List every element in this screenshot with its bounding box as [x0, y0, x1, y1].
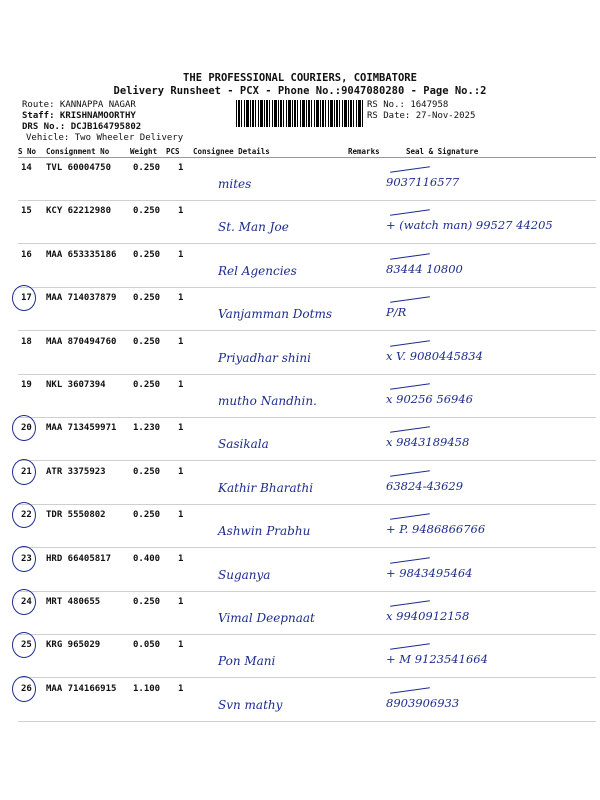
table-row [18, 289, 596, 331]
handwritten-consignee: Vanjamman Dotms [218, 307, 332, 322]
row-weight: 0.050 [133, 640, 161, 651]
col-weight: Weight [130, 147, 158, 156]
handwritten-remarks: + (watch man) 99527 44205 [386, 218, 553, 233]
signature-stroke [390, 296, 430, 303]
col-sno: S No [18, 147, 37, 156]
handwritten-consignee: Svn mathy [218, 697, 283, 712]
signature-stroke [390, 470, 430, 477]
signature-stroke [390, 600, 430, 607]
table-row [18, 593, 596, 635]
signature-stroke [390, 557, 430, 564]
col-pcs: PCS [166, 147, 180, 156]
signature-stroke [390, 383, 430, 390]
row-pcs: 1 [178, 553, 184, 564]
row-consignment: MAA 714166915 [46, 683, 117, 694]
row-sno: 17 [21, 293, 32, 304]
handwritten-consignee: Rel Agencies [218, 263, 297, 278]
circle-mark [12, 632, 36, 658]
row-pcs: 1 [178, 336, 184, 347]
handwritten-remarks: 9037116577 [386, 175, 460, 189]
drs-label: DRS No.: DCJB164795802 [22, 122, 142, 132]
row-weight: 0.250 [133, 206, 161, 217]
row-pcs: 1 [178, 249, 184, 260]
table-row [18, 246, 596, 288]
row-consignment: MAA 713459971 [46, 423, 117, 434]
handwritten-remarks: 83444 10800 [386, 261, 463, 276]
row-weight: 1.230 [133, 423, 161, 434]
row-pcs: 1 [178, 640, 184, 651]
handwritten-remarks: x 90256 56946 [386, 392, 473, 406]
row-sno: 19 [21, 380, 32, 390]
col-remarks: Remarks [348, 147, 380, 156]
row-weight: 0.400 [133, 553, 161, 564]
table-row [18, 159, 596, 201]
signature-stroke [390, 166, 430, 173]
col-seal: Seal & Signature [406, 147, 479, 156]
row-sno: 22 [21, 510, 32, 521]
signature-stroke [390, 253, 430, 260]
handwritten-consignee: Pon Mani [218, 654, 276, 669]
handwritten-consignee: Kathir Bharathi [218, 480, 314, 495]
company-title: THE PROFESSIONAL COURIERS, COIMBATORE [183, 72, 417, 84]
handwritten-remarks: + 9843495464 [386, 565, 473, 580]
row-weight: 0.250 [133, 163, 161, 173]
row-consignment: NKL 3607394 [46, 380, 106, 390]
handwritten-remarks: x 9843189458 [386, 435, 470, 450]
row-consignment: ATR 3375923 [46, 466, 106, 477]
handwritten-consignee: Suganya [218, 567, 271, 582]
row-consignment: MAA 714037879 [46, 293, 117, 304]
row-pcs: 1 [178, 423, 184, 434]
row-consignment: MAA 870494760 [46, 336, 117, 347]
table-row [18, 550, 596, 592]
handwritten-remarks: 8903906933 [386, 695, 460, 710]
row-weight: 0.250 [133, 249, 161, 260]
handwritten-consignee: Ashwin Prabhu [218, 524, 311, 539]
row-weight: 0.250 [133, 293, 161, 304]
row-sno: 23 [21, 553, 32, 564]
row-weight: 0.250 [133, 597, 161, 607]
row-consignment: TVL 60004750 [46, 163, 112, 173]
row-weight: 1.100 [133, 683, 161, 694]
row-consignment: MRT 480655 [46, 597, 101, 607]
table-row [18, 376, 596, 418]
row-pcs: 1 [178, 466, 184, 477]
staff-label: Staff: KRISHNAMOORTHY [22, 111, 136, 121]
row-pcs: 1 [178, 163, 184, 173]
table-row [18, 419, 596, 461]
signature-stroke [390, 687, 430, 694]
signature-stroke [390, 340, 430, 347]
rs-number: RS No.: 1647958 [367, 100, 449, 110]
handwritten-remarks: x V. 9080445834 [386, 348, 483, 363]
rs-date: RS Date: 27-Nov-2025 [367, 111, 476, 121]
row-sno: 24 [21, 597, 32, 607]
vehicle-label: Vehicle: Two Wheeler Delivery [26, 133, 184, 143]
runsheet-title: Delivery Runsheet - PCX - Phone No.:9047080280 - Page No.:2 [113, 85, 487, 97]
col-consignment: Consignment No [46, 147, 110, 156]
signature-stroke [390, 210, 430, 217]
row-pcs: 1 [178, 597, 184, 607]
circle-mark [12, 502, 36, 528]
row-consignment: TDR 5550802 [46, 510, 106, 521]
signature-stroke [390, 427, 430, 434]
circle-mark [12, 546, 36, 572]
handwritten-remarks: P/R [386, 305, 407, 320]
row-sno: 25 [21, 640, 32, 651]
row-pcs: 1 [178, 206, 184, 217]
barcode-image [236, 100, 363, 127]
row-sno: 26 [21, 683, 32, 694]
row-weight: 0.250 [133, 510, 161, 521]
route-label: Route: KANNAPPA NAGAR [22, 100, 136, 110]
row-weight: 0.250 [133, 466, 161, 477]
handwritten-consignee: St. Man Joe [218, 220, 289, 235]
circle-mark [12, 459, 36, 485]
row-consignment: KCY 62212980 [46, 206, 112, 217]
signature-stroke [390, 644, 430, 651]
row-consignment: HRD 66405817 [46, 553, 112, 564]
row-pcs: 1 [178, 683, 184, 694]
handwritten-consignee: Sasikala [218, 437, 269, 452]
circle-mark [12, 415, 36, 441]
row-weight: 0.250 [133, 336, 161, 347]
handwritten-consignee: mutho Nandhin. [218, 394, 317, 408]
col-consignee: Consignee Details [193, 147, 270, 156]
handwritten-remarks: x 9940912158 [386, 609, 470, 623]
table-row [18, 506, 596, 548]
runsheet-table [18, 145, 596, 717]
row-sno: 16 [21, 249, 32, 260]
handwritten-consignee: Priyadhar shini [218, 350, 311, 365]
table-row [18, 333, 596, 375]
row-pcs: 1 [178, 293, 184, 304]
row-weight: 0.250 [133, 380, 161, 390]
circle-mark [12, 285, 36, 311]
circle-mark [12, 676, 36, 702]
row-consignment: MAA 653335186 [46, 249, 117, 260]
signature-stroke [390, 513, 430, 520]
row-pcs: 1 [178, 510, 184, 521]
row-sno: 18 [21, 336, 32, 347]
table-row [18, 636, 596, 678]
handwritten-remarks: 63824-43629 [386, 478, 464, 493]
row-sno: 15 [21, 206, 32, 217]
handwritten-remarks: + P. 9486866766 [386, 522, 486, 537]
row-pcs: 1 [178, 380, 184, 390]
handwritten-consignee: Vimal Deepnaat [218, 611, 315, 625]
row-sno: 14 [21, 163, 32, 173]
row-consignment: KRG 965029 [46, 640, 101, 651]
row-sno: 20 [21, 423, 32, 434]
handwritten-remarks: + M 9123541664 [386, 652, 488, 667]
table-row [18, 463, 596, 505]
table-row [18, 680, 596, 722]
table-header [18, 145, 596, 158]
row-sno: 21 [21, 466, 32, 477]
handwritten-consignee: mites [218, 177, 252, 191]
table-row [18, 202, 596, 244]
circle-mark [12, 589, 36, 615]
